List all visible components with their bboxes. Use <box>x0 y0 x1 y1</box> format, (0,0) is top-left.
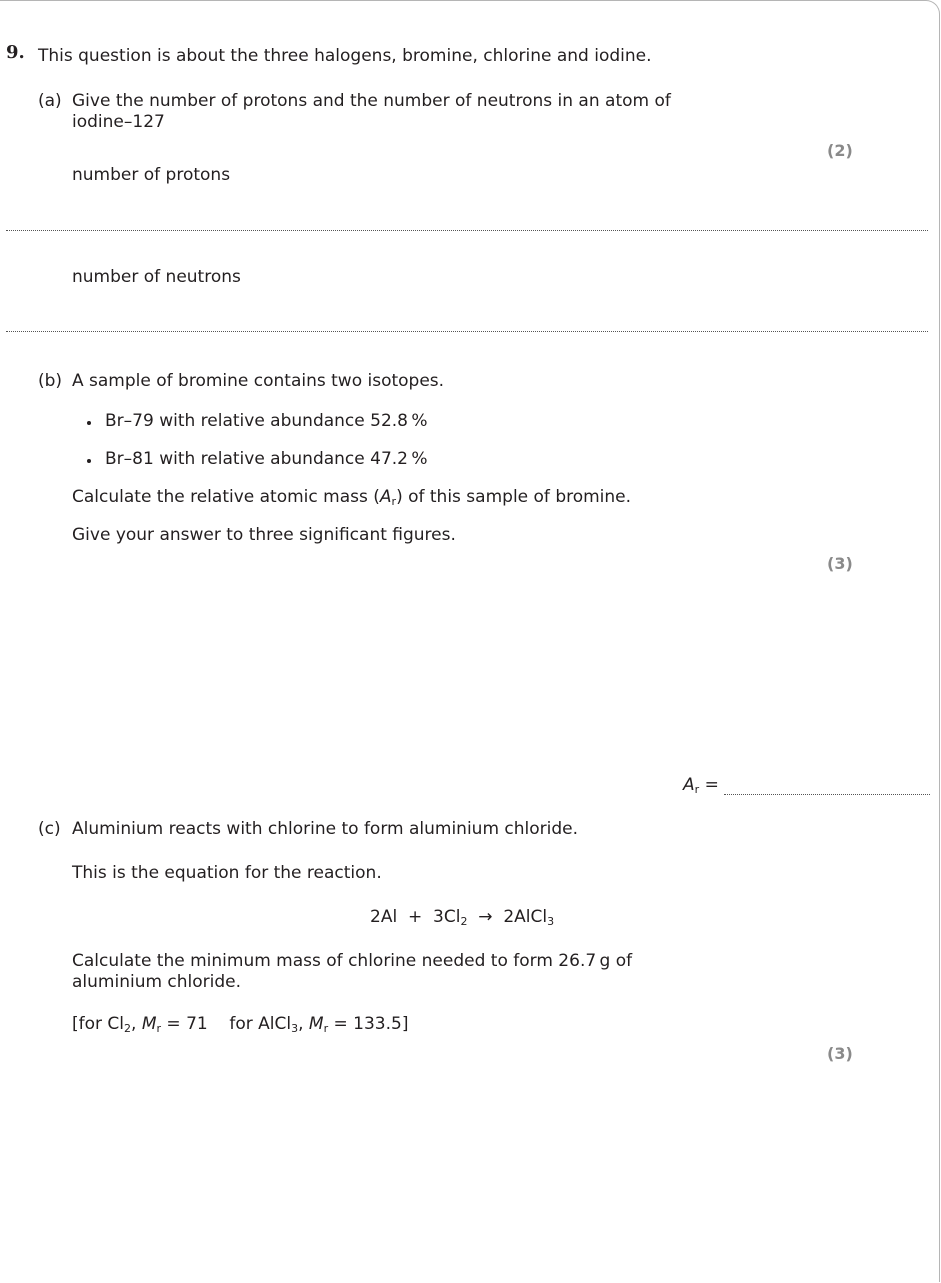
part-a-text-line1: Give the number of protons and the number of neutrons in an atom of <box>72 91 671 111</box>
part-b-sig-figs: Give your answer to three significant figures. <box>72 525 456 545</box>
part-b-intro: A sample of bromine contains two isotopes. <box>72 371 445 391</box>
part-a-marks: (2) <box>827 141 853 160</box>
protons-label: number of protons <box>72 165 231 185</box>
question-stem: This question is about the three halogens, bromine, chlorine and iodine. <box>38 46 652 66</box>
part-c-label: (c) <box>38 819 61 839</box>
part-c-data: [for $Cl_2$, $M_r = 71$ for AlCl$_3$, $M_r = 133.5$] <box>72 1014 409 1035</box>
part-c-question-line1: Calculate the minimum mass of chlorine needed to form 26.7 g of <box>72 951 633 971</box>
part-c-marks: (3) <box>827 1044 853 1063</box>
ar-answer-line[interactable] <box>724 794 930 795</box>
part-b-instruction: Calculate the relative atomic mass $(A_r)$ of this sample of bromine. <box>72 487 632 508</box>
bullet-icon <box>87 421 91 425</box>
part-c-equation-intro: This is the equation for the reaction. <box>72 863 382 883</box>
isotope-item: Br–81 with relative abundance 47.2 % <box>105 449 428 469</box>
part-b-label: (b) <box>38 371 63 391</box>
neutrons-label: number of neutrons <box>72 267 241 287</box>
part-a-text-line2: iodine–127 <box>72 112 165 132</box>
bullet-icon <box>87 459 91 463</box>
question-number: 9. <box>6 42 25 63</box>
chemical-equation: $2Al + 3Cl_2$ → 2AlCl$_3$ <box>370 907 555 928</box>
isotope-item: Br–79 with relative abundance 52.8 % <box>105 411 428 431</box>
part-c-intro: Aluminium reacts with chlorine to form aluminium chloride. <box>72 819 579 839</box>
part-c-question-line2: aluminium chloride. <box>72 972 242 992</box>
part-a-label: (a) <box>38 91 62 111</box>
part-b-marks: (3) <box>827 554 853 573</box>
ar-answer-label: $A_r$ = <box>683 775 719 796</box>
protons-answer-line[interactable] <box>6 230 928 231</box>
neutrons-answer-line[interactable] <box>6 331 928 332</box>
